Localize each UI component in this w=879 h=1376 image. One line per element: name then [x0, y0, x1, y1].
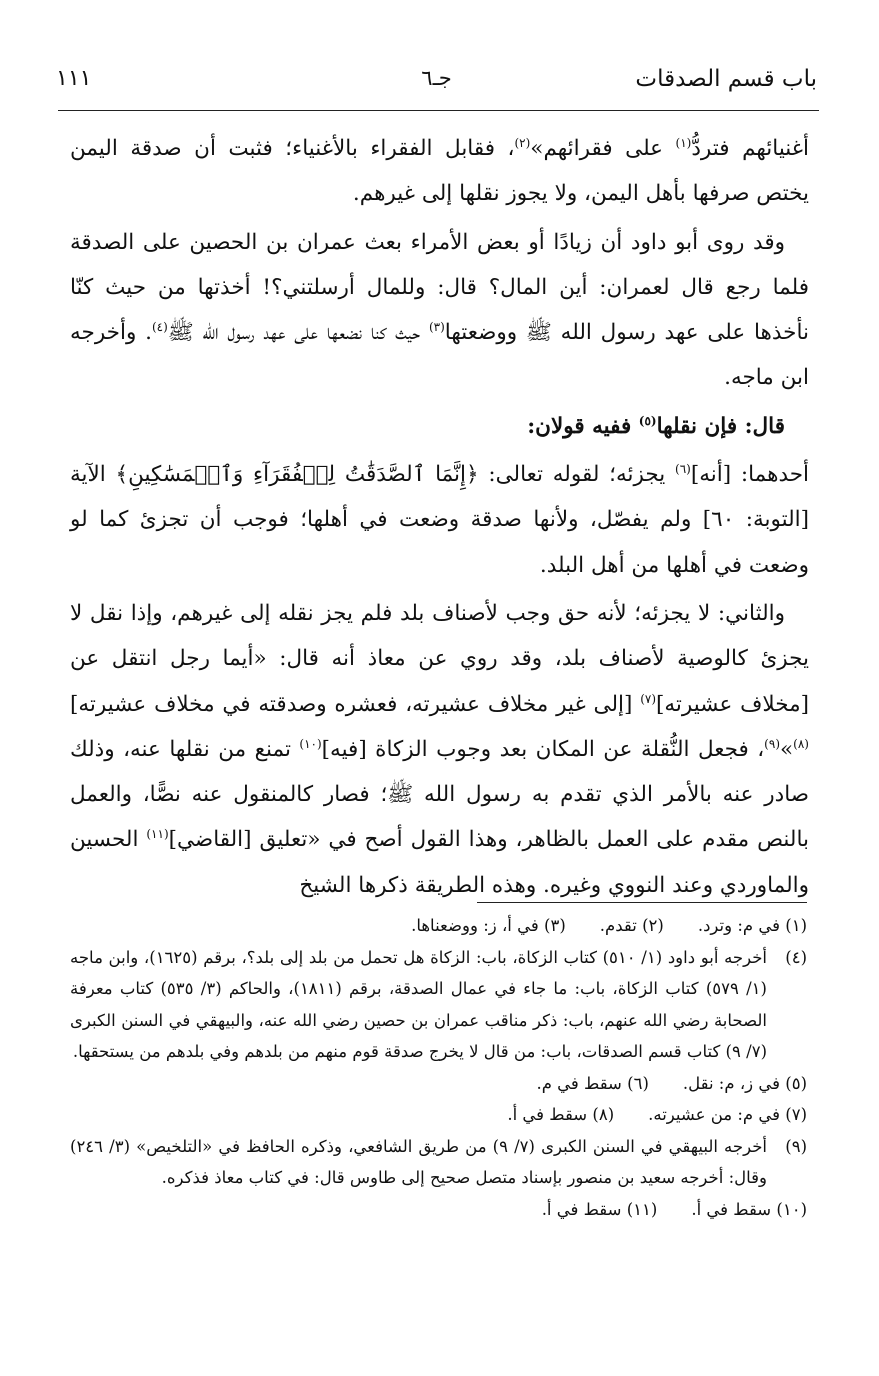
footnote: (٨) سقط في أ.: [507, 1105, 615, 1124]
paragraph: [70, 220, 809, 401]
footnote-marker: (٢): [514, 135, 531, 150]
footnote-marker: (١١): [146, 827, 169, 842]
footnote-number: (٩): [785, 1136, 807, 1156]
text-segment: ففيه قولان:: [527, 413, 639, 439]
footnote: (١) في م: وترد.: [697, 916, 807, 935]
text-segment: أغنيائهم فتردُّ: [691, 136, 810, 161]
footnote: (٣) في أ، ز: ووضعناها.: [411, 916, 566, 935]
text-segment: ، فجعل النُّقلة عن المكان بعد وجوب الزكاة [فيه]: [321, 736, 765, 762]
text-segment: تمنع من نقلها عنه، وذلك صادر عنه بالأمر الذي تقدم به رسول الله ﷺ؛ فصار كالمنقول عنه نصًّا، والعمل بالنص مقدم على العمل بالظاهر، وهذا القول أصح في «تعليق [القاضي]: [70, 736, 810, 853]
text-segment: قال: فإن نقلها: [656, 413, 785, 439]
footnote-number: (٤): [785, 947, 807, 967]
paragraph: [70, 126, 809, 217]
footnote-marker: (١): [675, 135, 692, 150]
footnote-marker: (٣): [428, 320, 445, 335]
text-segment: . وأخرجه ابن ماجه.: [70, 320, 809, 391]
footnote-text: أخرجه أبو داود (١/ ٥١٠) كتاب الزكاة، باب: الزكاة هل تحمل من بلد إلى بلد؟، برقم (١٦٢٥)، وابن ماجه (١/ ٥٧٩) كتاب الزكاة، باب: ما جاء في عمال الصدقة، برقم (١٨١١)، والحاكم (٣/ ٥٣٥) كتاب معرفة الصحابة رضي الله عنهم، باب: ذكر مناقب عمران بن حصين رضي الله عنه، والبيهقي في السنن الكبرى (٧/ ٩) كتاب قسم الصدقات، باب: من قال لا يخرج صدقة قوم منهم من بلدهم وفي بلدهم من يستحقها.: [70, 947, 767, 1061]
text-segment: وقد روى أبو داود أن زيادًا أو بعض الأمراء بعث عمران بن الحصين على الصدقة فلما رجع قال لعمران: أين المال؟ قال: وللمال أرسلتني؟! أخذتها من حيث كنّا نأخذها على عهد رسول الله ﷺ ووضعتها: [70, 229, 809, 346]
text-segment: والثاني: لا يجزئه؛ لأنه حق وجب لأصناف بلد فلم يجز نقله إلى غيرهم، وإذا نقل لا يجزئ كالوصية لأصناف بلد، وقد روي عن معاذ أنه قال: «أيما رجل انتقل عن [مخلاف عشيرته]: [70, 600, 809, 717]
page-number: ١١١: [56, 66, 92, 91]
main-text: [70, 126, 809, 911]
text-segment: الحسين والماوردي وعند النووي وغيره. وهذه الطريقة ذكرها الشيخ: [70, 827, 809, 898]
footnote: [70, 1131, 807, 1194]
footnote: (١١) سقط في أ.: [541, 1199, 658, 1219]
text-segment: حيث كنا نضعها على عهد رسول الله ﷺ: [167, 320, 429, 346]
footnote-marker: (٨): [793, 736, 809, 751]
footnote-marker: (٧): [640, 691, 657, 706]
footnote: [70, 942, 807, 1068]
chapter-title: باب قسم الصدقات: [635, 66, 817, 92]
section-heading: [70, 404, 809, 449]
footnote-marker: (٤): [151, 320, 168, 335]
text-segment: أحدهما: [أنه]: [690, 462, 809, 488]
footnote-marker: (٥): [638, 413, 657, 428]
footnote-row: [70, 1099, 807, 1131]
footnote-row: [70, 1068, 807, 1100]
footnote-marker: (٩): [764, 736, 780, 751]
page-header: [56, 62, 817, 98]
footnotes: [70, 910, 807, 1225]
paragraph: [70, 591, 809, 908]
footnote-marker: (١٠): [299, 736, 322, 751]
footnote: (٢) تقدم.: [599, 916, 664, 935]
footnote-text: أخرجه البيهقي في السنن الكبرى (٧/ ٩) من طريق الشافعي، وذكره الحافظ في «التلخيص» (٣/ ٢٤٦) وقال: أخرجه سعيد بن منصور بإسناد متصل صحيح إلى طاوس قال: في كتاب معاذ فذكره.: [70, 1136, 767, 1187]
text-segment: »: [780, 736, 794, 762]
footnote: (٧) في م: من عشيرته.: [648, 1105, 807, 1124]
text-segment: يجزئه؛ لقوله تعالى: ﴿إِنَّمَا ٱلصَّدَقَٰتُ لِلۡفُقَرَآءِ وَٱلۡمَسَٰكِينِ﴾ الآية [التوبة: ٦٠] ولم يفصّل، ولأنها صدقة وضعت في أهلها؛ فوجب أن تجزئ كما لو وضعت في أهلها من أهل البلد.: [70, 462, 809, 578]
footnote: (١٠) سقط في أ.: [691, 1199, 807, 1219]
footnote-marker: (٦): [675, 461, 691, 476]
text-segment: على فقرائهم»: [530, 136, 676, 161]
footnote: (٥) في ز، م: نقل.: [682, 1073, 807, 1093]
text-segment: ، فقابل الفقراء بالأغنياء؛ فثبت أن صدقة اليمن يختص صرفها بأهل اليمن، ولا يجوز نقلها إلى غيرهم.: [70, 136, 809, 207]
footnote-divider: [477, 902, 807, 903]
paragraph: [70, 452, 809, 588]
footnote-row: [70, 910, 807, 942]
volume-label: جـ٦: [421, 66, 452, 90]
footnote: (٦) سقط في م.: [536, 1073, 649, 1093]
header-divider: [58, 110, 819, 111]
footnote-row: [70, 1194, 807, 1226]
text-segment: [إلى غير مخلاف عشيرته، فعشره وصدقته في مخلاف عشيرته]: [70, 691, 641, 717]
